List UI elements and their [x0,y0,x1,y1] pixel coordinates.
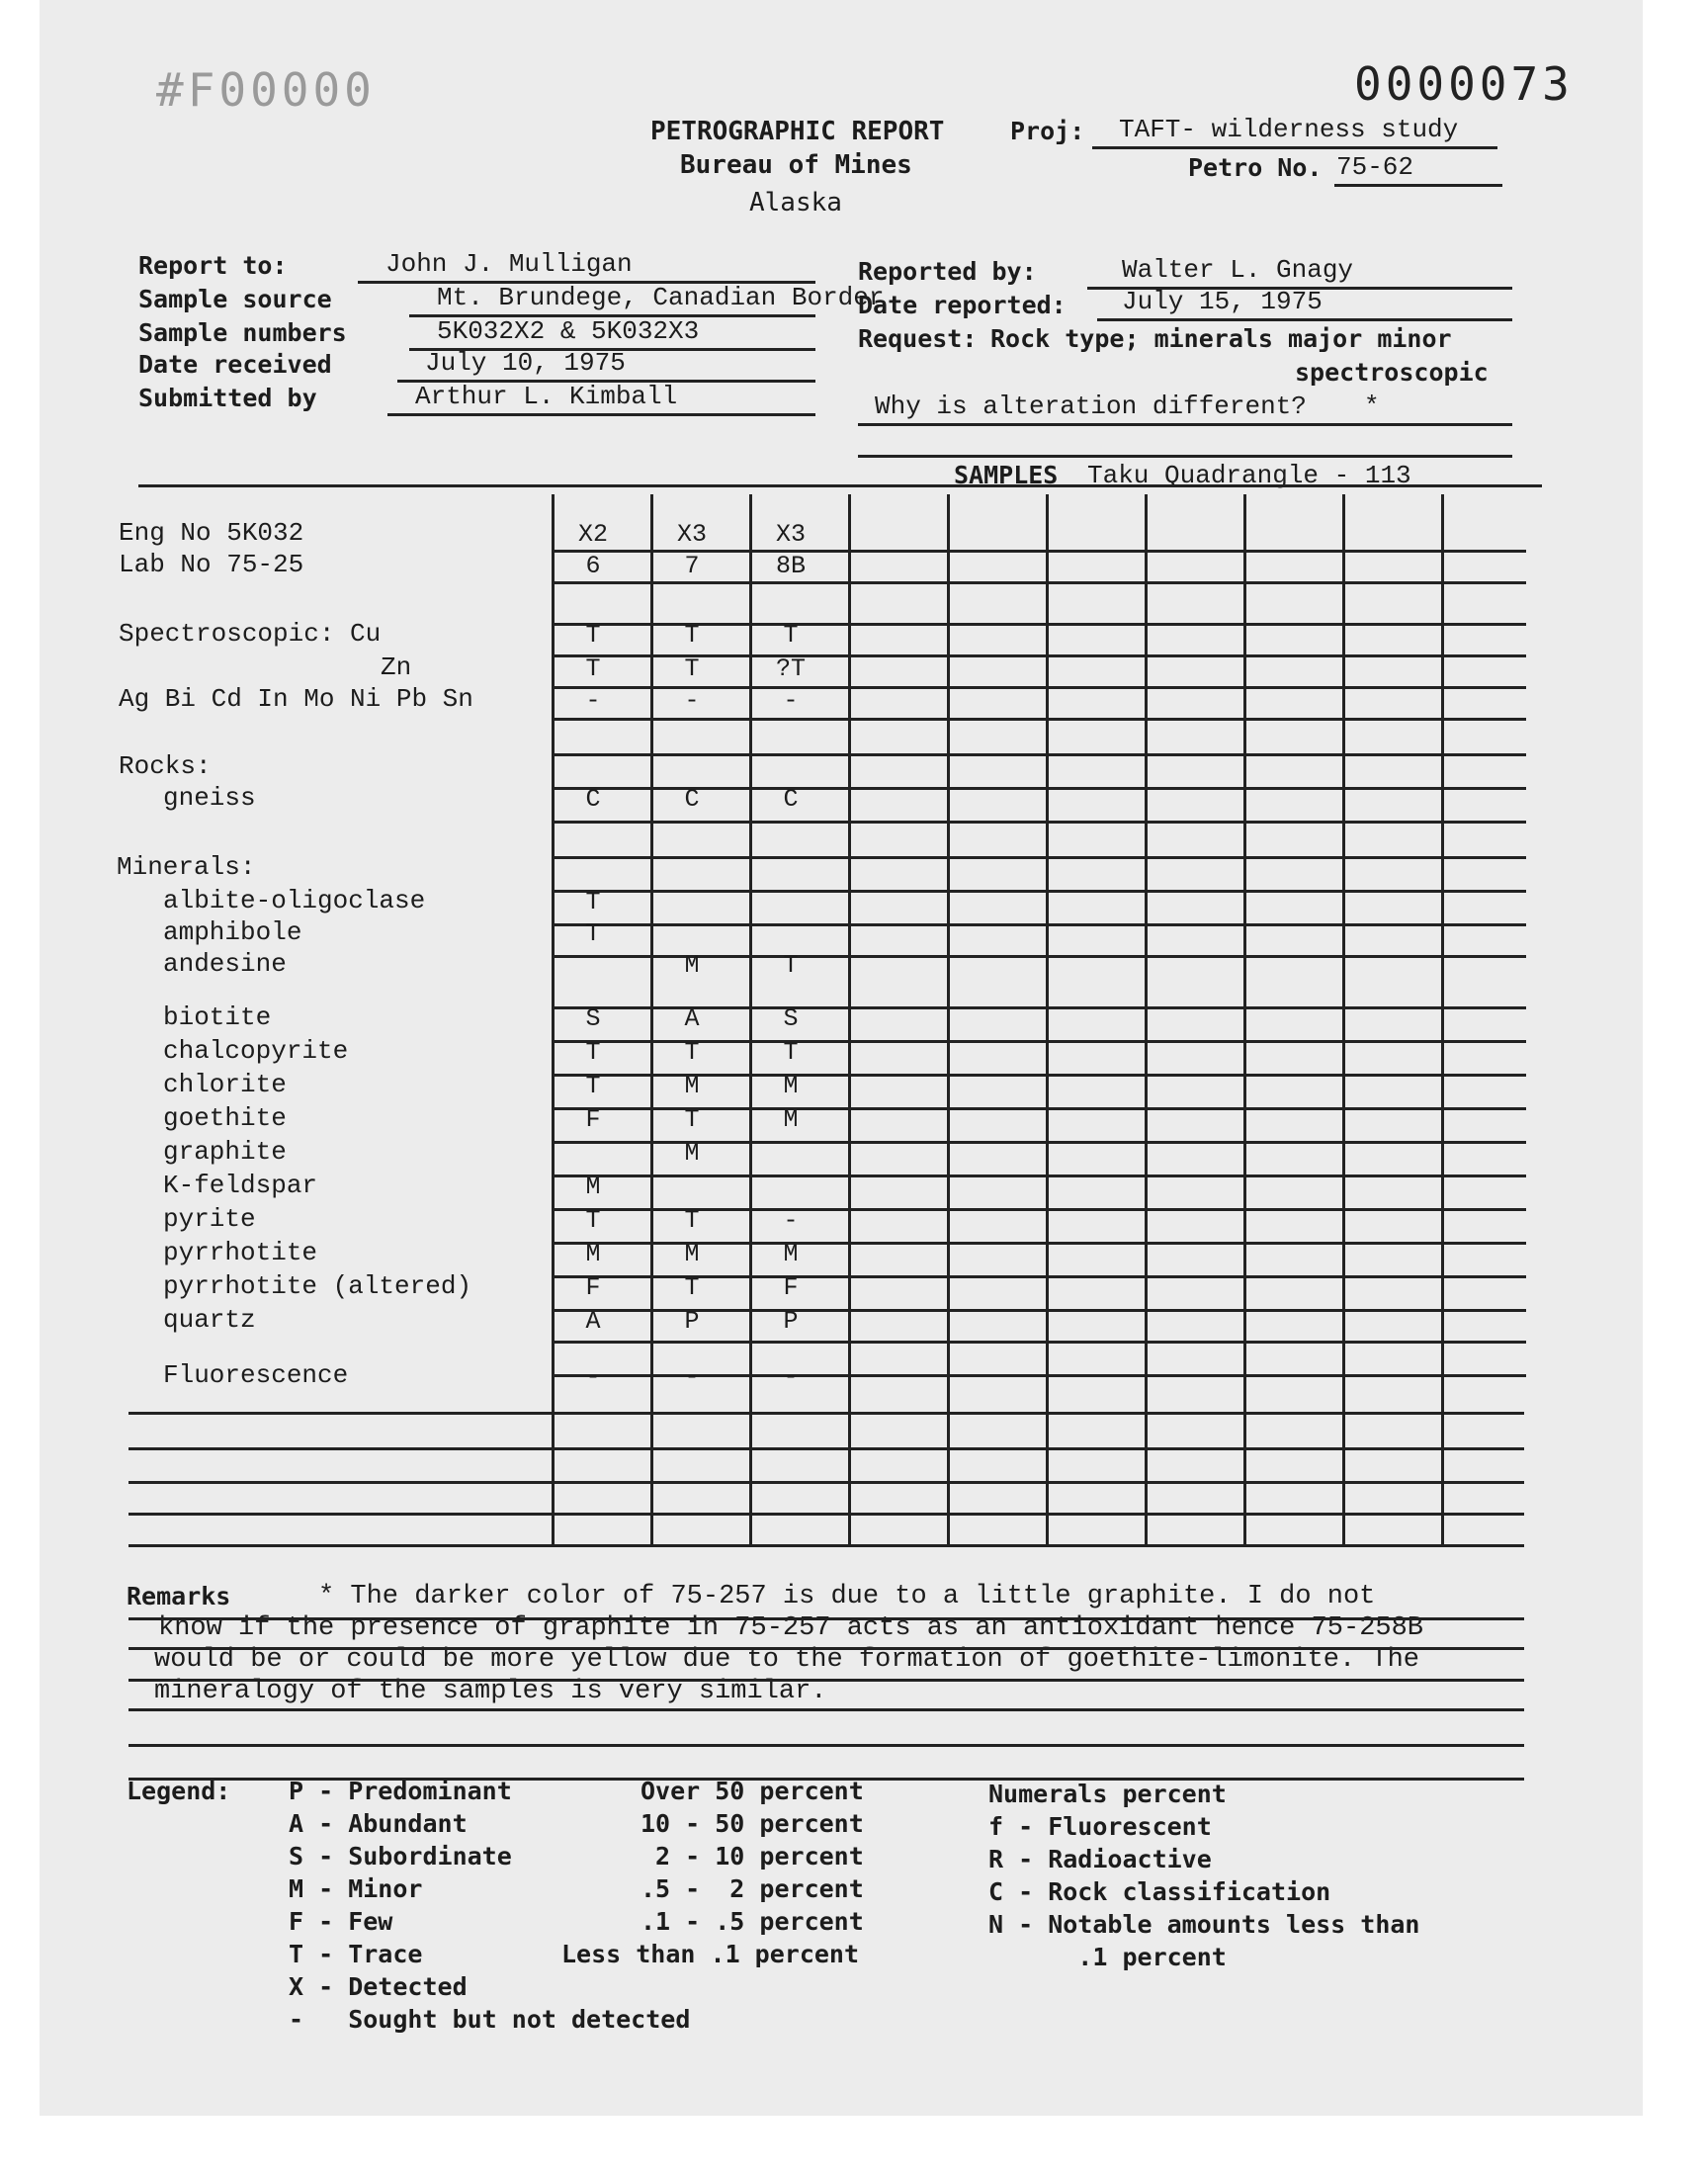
table-row-label: graphite [163,1137,287,1167]
table-cell: F [783,1273,799,1302]
table-cell: C [585,785,601,814]
table-cell: T [684,1038,700,1067]
remarks-rule [128,1679,1524,1682]
table-cell: X3 [775,520,806,549]
table-cell: 8B [775,552,806,580]
legend-code-item: M - Minor [289,1874,423,1903]
table-row-rule [128,1447,1524,1450]
reported-by-label: Reported by: [858,257,1037,286]
table-row-label: pyrrhotite [163,1238,318,1267]
table-row-label: chlorite [163,1070,287,1099]
request-line-2: spectroscopic [1295,358,1489,387]
reported-by-value: Walter L. Gnagy [1122,255,1354,285]
info-value: Mt. Brundege, Canadian Border [437,283,885,312]
samples-label: SAMPLES [954,461,1059,489]
table-cell: T [585,1038,601,1067]
info-value: Arthur L. Kimball [415,382,678,411]
report-subtitle: Bureau of Mines [680,150,912,180]
table-cell: - [585,686,601,715]
request-line-1: Rock type; minerals major minor [990,324,1452,353]
legend-other-item: Numerals percent [988,1780,1227,1808]
date-reported-underline [1097,318,1512,321]
table-row-label: K-feldspar [163,1171,318,1200]
table-column-rule [1441,494,1444,1544]
table-cell: M [684,1139,700,1168]
table-row-rule [128,1513,1524,1516]
table-column-rule [1046,494,1049,1544]
table-row-rule [552,856,1526,859]
document-number-stamp: 0000073 [1354,57,1574,111]
table-cell: - [783,1206,799,1235]
table-cell: ?T [775,654,806,683]
remarks-line: * The darker color of 75-257 is due to a little graphite. I do not [318,1582,1376,1611]
legend-other-item: N - Notable amounts less than [988,1910,1420,1939]
legend-range-item: 10 - 50 percent [640,1809,864,1838]
table-cell: T [585,888,601,916]
table-row-label: albite-oligoclase [163,886,426,915]
table-column-rule [947,494,950,1544]
table-cell: P [783,1307,799,1336]
proj-label: Proj: [1010,117,1085,145]
proj-underline [1092,146,1497,149]
table-row-rule [128,1544,1524,1547]
table-row-label: amphibole [163,917,302,947]
table-cell: X3 [676,520,707,549]
table-row-rule [552,890,1526,893]
remarks-rule [128,1708,1524,1711]
table-row-rule [552,821,1526,824]
legend-other-item: R - Radioactive [988,1845,1212,1873]
table-cell: C [684,785,700,814]
table-cell: A [585,1307,601,1336]
faint-stamp-number: #F00000 [156,63,376,117]
table-cell: T [585,1206,601,1235]
table-column-rule [749,494,752,1544]
table-row-label: pyrite [163,1204,256,1234]
table-row-rule [128,1481,1524,1484]
request-label: Request: [858,324,978,353]
table-row-rule [552,581,1526,584]
table-row-label: Lab No 75-25 [119,550,304,579]
table-cell: T [585,1072,601,1100]
question-asterisk: * [1364,392,1380,421]
table-row-label: gneiss [163,783,256,813]
report-page [40,0,1643,2116]
table-row-label: Eng No 5K032 [119,518,304,548]
table-row-label: Spectroscopic: Cu [119,619,382,649]
table-cell: - [684,686,700,715]
legend-other-item: C - Rock classification [988,1877,1331,1906]
info-value: John J. Mulligan [385,249,633,279]
table-cell: - [585,1362,601,1391]
blank-underline [858,455,1512,458]
table-cell: - [783,1362,799,1391]
table-cell: T [684,654,700,683]
table-cell: M [684,1240,700,1268]
info-label: Submitted by [138,384,317,412]
table-cell: F [585,1273,601,1302]
table-cell: T [783,621,799,650]
legend-code-item: S - Subordinate [289,1842,512,1870]
info-label: Date received [138,350,332,379]
info-label: Sample numbers [138,318,347,347]
table-cell: F [585,1105,601,1134]
table-row-label: Fluorescence [163,1360,349,1390]
table-cell: T [585,919,601,948]
table-cell: - [684,1362,700,1391]
legend-code-item: T - Trace [289,1940,423,1968]
legend-label: Legend: [127,1777,231,1805]
table-cell: S [585,1004,601,1033]
table-cell: M [585,1173,601,1201]
info-underline [387,413,815,416]
report-location: Alaska [749,188,842,218]
legend-range-item: .1 - .5 percent [640,1907,864,1936]
remarks-rule [128,1647,1524,1650]
table-cell: T [684,1206,700,1235]
remarks-rule [128,1617,1524,1620]
table-cell: 6 [585,552,601,580]
legend-code-item: - Sought but not detected [289,2005,691,2034]
table-top-rule [138,484,1542,487]
report-title: PETROGRAPHIC REPORT [650,117,945,146]
table-column-rule [1243,494,1246,1544]
table-cell: M [585,1240,601,1268]
table-cell: M [684,951,700,980]
remarks-line: mineralogy of the samples is very similar. [154,1677,827,1706]
legend-code-item: X - Detected [289,1972,468,2001]
table-column-rule [552,494,555,1544]
table-cell: T [684,621,700,650]
remarks-rule [128,1744,1524,1747]
legend-code-item: A - Abundant [289,1809,468,1838]
table-cell: M [783,1240,799,1268]
table-cell: T [783,1038,799,1067]
table-row-rule [552,1174,1526,1177]
info-value: 5K032X2 & 5K032X3 [437,316,700,346]
info-value: July 10, 1975 [425,348,626,378]
legend-range-item: Less than .1 percent [561,1940,860,1968]
remarks-label: Remarks [127,1582,231,1610]
legend-code-item: P - Predominant [289,1777,512,1805]
table-cell: P [684,1307,700,1336]
table-column-rule [650,494,653,1544]
question-underline [858,423,1512,426]
table-row-label: Rocks: [119,751,212,781]
table-column-rule [848,494,851,1544]
legend-code-item: F - Few [289,1907,393,1936]
table-cell: A [684,1004,700,1033]
table-row-label: quartz [163,1305,256,1335]
table-cell: T [684,1105,700,1134]
table-column-rule [1145,494,1148,1544]
date-reported-value: July 15, 1975 [1122,287,1323,316]
table-cell: 7 [684,552,700,580]
table-row-label: Minerals: [117,852,256,882]
table-row-label: biotite [163,1002,272,1032]
info-label: Report to: [138,251,288,280]
proj-value: TAFT- wilderness study [1119,115,1459,144]
table-cell: M [783,1072,799,1100]
table-row-rule [552,1341,1526,1344]
table-cell: T [585,654,601,683]
samples-value: Taku Quadrangle - 113 [1087,461,1411,490]
table-row-rule [552,753,1526,756]
table-cell: T [783,951,799,980]
remarks-line: know if the presence of graphite in 75-257 acts as an antioxidant hence 75-258B [158,1613,1424,1643]
date-reported-label: Date reported: [858,291,1067,319]
table-row-label: Ag Bi Cd In Mo Ni Pb Sn [119,684,473,714]
table-cell: S [783,1004,799,1033]
petro-no-label: Petro No. [1188,153,1323,182]
table-row-rule [552,718,1526,721]
info-label: Sample source [138,285,332,313]
legend-range-item: 2 - 10 percent [640,1842,864,1870]
table-column-rule [1342,494,1345,1544]
table-cell: M [783,1105,799,1134]
table-cell: - [783,686,799,715]
table-row-rule [128,1412,1524,1415]
legend-other-item: .1 percent [988,1943,1227,1971]
petro-no-value: 75-62 [1336,152,1414,182]
table-row-label: Zn [381,652,412,682]
legend-other-item: f - Fluorescent [988,1812,1212,1841]
legend-range-item: Over 50 percent [640,1777,864,1805]
table-cell: T [585,621,601,650]
table-cell: C [783,785,799,814]
table-row-label: pyrrhotite (altered) [163,1271,472,1301]
legend-range-item: .5 - 2 percent [640,1874,864,1903]
table-row-label: goethite [163,1103,287,1133]
question-text: Why is alteration different? [875,392,1307,421]
table-row-label: chalcopyrite [163,1036,349,1066]
table-cell: M [684,1072,700,1100]
table-cell: X2 [577,520,608,549]
table-row-rule [552,923,1526,926]
table-cell: T [684,1273,700,1302]
remarks-line: would be or could be more yellow due to the formation of goethite-limonite. The [154,1645,1420,1675]
petro-underline [1334,184,1502,187]
table-row-label: andesine [163,949,287,979]
